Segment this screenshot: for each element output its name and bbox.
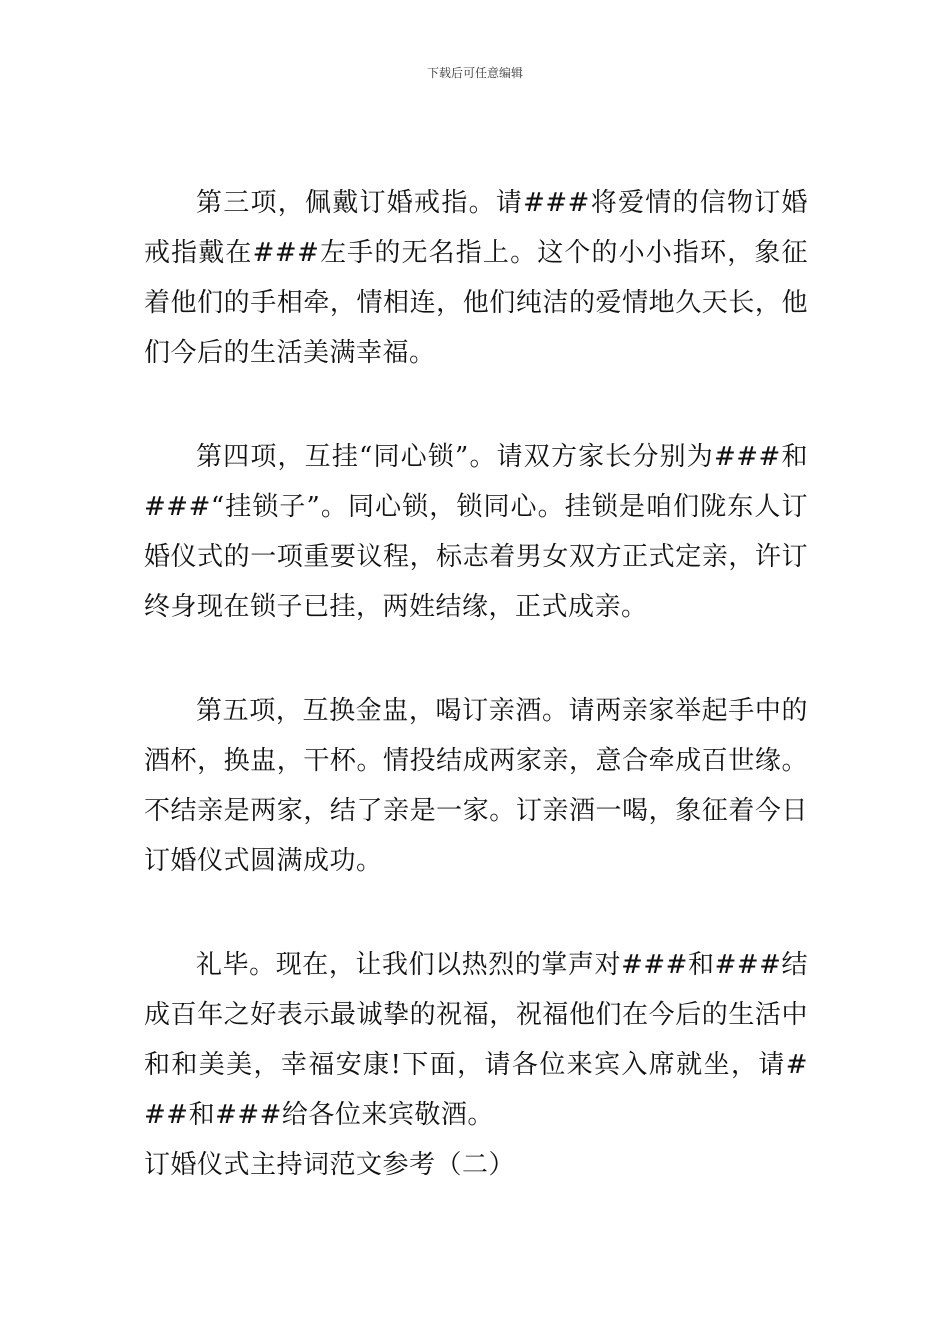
section-subheading: 订婚仪式主持词范文参考（二） [144,1150,516,1180]
paragraph-closing: 礼毕。现在，让我们以热烈的掌声对###和###结成百年之好表示最诚挚的祝福，祝福他们在今后的生活中和和美美，幸福安康!下面，请各位来宾入席就坐，请###和###给各位来宾敬酒。 [144,950,808,1130]
paragraph-toast-ceremony: 第五项，互换金盅，喝订亲酒。请两亲家举起手中的酒杯，换盅，干杯。情投结成两家亲，意合牵成百世缘。不结亲是两家，结了亲是一家。订亲酒一喝，象征着今日订婚仪式圆满成功。 [144,696,808,876]
paragraph-lock-ceremony: 第四项，互挂“同心锁”。请双方家长分别为###和###“挂锁子”。同心锁，锁同心。挂锁是咱们陇东人订婚仪式的一项重要议程，标志着男女双方正式定亲，许订终身现在锁子已挂，两姓结缘，正式成亲。 [144,442,808,622]
paragraph-ring-ceremony: 第三项，佩戴订婚戒指。请###将爱情的信物订婚戒指戴在###左手的无名指上。这个的小小指环，象征着他们的手相牵，情相连，他们纯洁的爱情地久天长，他们今后的生活美满幸福。 [144,188,808,368]
document-body [144,178,808,1190]
page-header-note: 下载后可任意编辑 [426,66,523,80]
